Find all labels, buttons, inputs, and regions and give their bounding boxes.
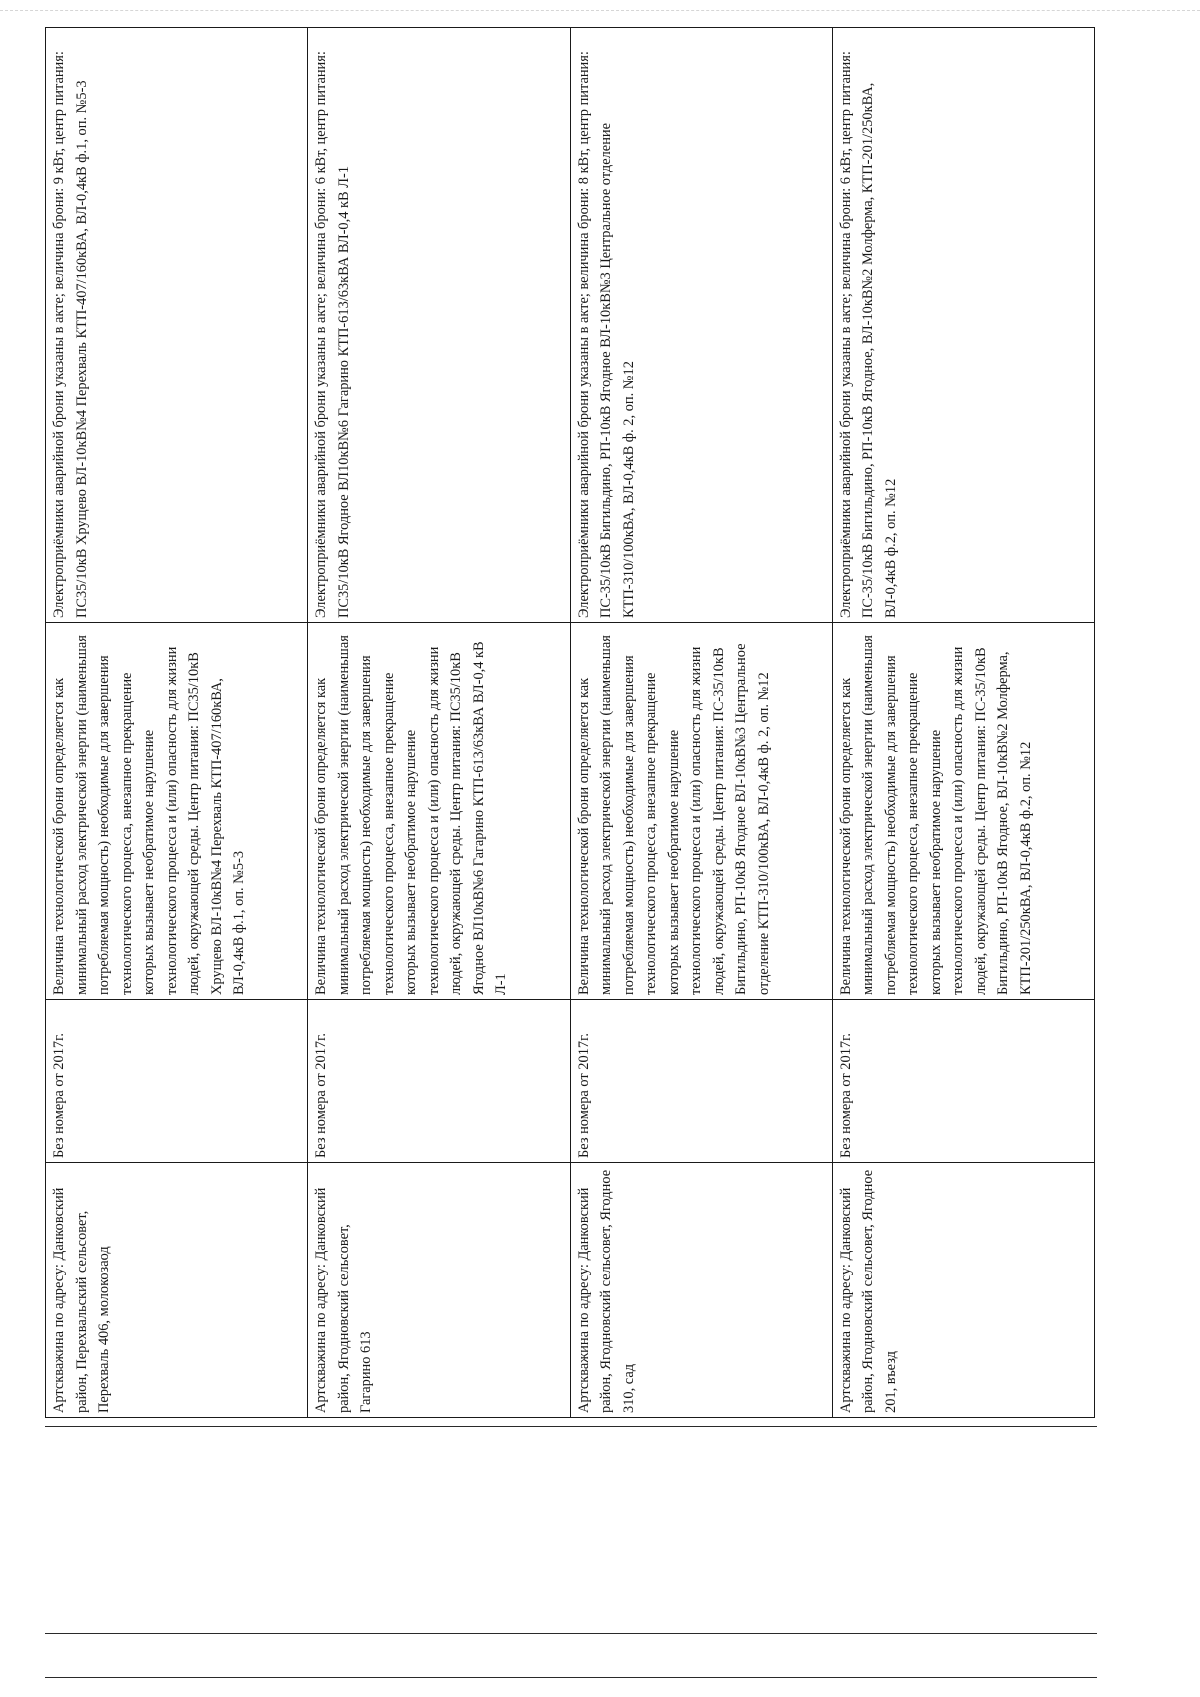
- act-cell: Без номера от 2017г.: [46, 1000, 308, 1163]
- object-cell: Артскважина по адресу: Данковский район, Ягодновский сельсовет, Гагарино 613: [308, 1163, 570, 1418]
- separator-line: [45, 1633, 1097, 1634]
- table-row: [46, 28, 308, 1418]
- table-row: [570, 28, 832, 1418]
- scan-top-edge: [0, 10, 1200, 11]
- emergency-reserve-cell: Электроприёмники аварийной брони указаны в акте; величина брони: 8 кВт, центр питания: ПС-35/10кВ Бигильдино, РП-10кВ Ягодное ВЛ-10кВ№3 Центральное отделение КТП-310/100кВА, ВЛ-0,4кВ ф. 2, оп. №12: [570, 28, 832, 623]
- tech-reserve-cell: Величина технологической брони определяется как минимальный расход электрической энергии (наименьшая потребляемая мощность) необходимые для завершения технологического процесса, внезапное прекращение которых вызывает необратимое нарушение технологического процесса и (или) опасность для жизни людей, окружающей среды. Центр питания: ПС-35/10кВ Бигильдино, РП-10кВ Ягодное ВЛ-10кВ№3 Центральное отделение КТП-310/100кВА, ВЛ-0,4кВ ф. 2, оп. №12: [570, 623, 832, 1000]
- tech-reserve-cell: Величина технологической брони определяется как минимальный расход электрической энергии (наименьшая потребляемая мощность) необходимые для завершения технологического процесса, внезапное прекращение которых вызывает необратимое нарушение технологического процесса и (или) опасность для жизни людей, окружающей среды. Центр питания: ПС35/10кВ Ягодное ВЛ10кВ№6 Гагарино КТП-613/63кВА ВЛ-0,4 кВ Л-1: [308, 623, 570, 1000]
- act-cell: Без номера от 2017г.: [832, 1000, 1094, 1163]
- rotated-page: [45, 28, 1095, 1418]
- tech-reserve-cell: Величина технологической брони определяется как минимальный расход электрической энергии (наименьшая потребляемая мощность) необходимые для завершения технологического процесса, внезапное прекращение которых вызывает необратимое нарушение технологического процесса и (или) опасность для жизни людей, окружающей среды. Центр питания: ПС35/10кВ Хрущево ВЛ-10кВ№4 Перехваль КТП-407/160кВА, ВЛ-0,4кВ ф.1, оп. №5-3: [46, 623, 308, 1000]
- separator-line: [45, 1426, 1097, 1427]
- separator-line: [45, 1677, 1097, 1678]
- table-row: [832, 28, 1094, 1418]
- object-cell: Артскважина по адресу: Данковский район, Ягодновский сельсовет, Ягодное 201, въезд: [832, 1163, 1094, 1418]
- reserve-table: [45, 27, 1095, 1418]
- act-cell: Без номера от 2017г.: [570, 1000, 832, 1163]
- emergency-reserve-cell: Электроприёмники аварийной брони указаны в акте; величина брони: 6 кВт, центр питания: ПС35/10кВ Ягодное ВЛ10кВ№6 Гагарино КТП-613/63кВА ВЛ-0,4 кВ Л-1: [308, 28, 570, 623]
- emergency-reserve-cell: Электроприёмники аварийной брони указаны в акте; величина брони: 6 кВт, центр питания: ПС-35/10кВ Бигильдино, РП-10кВ Ягодное, ВЛ-10кВ№2 Молферма, КТП-201/250кВА, ВЛ-0,4кВ ф.2, оп. №12: [832, 28, 1094, 623]
- object-cell: Артскважина по адресу: Данковский район, Перехвальский сельсовет, Перехваль 406, молокозаод: [46, 1163, 308, 1418]
- act-cell: Без номера от 2017г.: [308, 1000, 570, 1163]
- tech-reserve-cell: Величина технологической брони определяется как минимальный расход электрической энергии (наименьшая потребляемая мощность) необходимые для завершения технологического процесса, внезапное прекращение которых вызывает необратимое нарушение технологического процесса и (или) опасность для жизни людей, окружающей среды. Центр питания: ПС-35/10кВ Бигильдино, РП-10кВ Ягодное, ВЛ-10кВ№2 Молферма, КТП-201/250кВА, ВЛ-0,4кВ ф.2, оп. №12: [832, 623, 1094, 1000]
- object-cell: Артскважина по адресу: Данковский район, Ягодновский сельсовет, Ягодное 310, сад: [570, 1163, 832, 1418]
- table-row: [308, 28, 570, 1418]
- emergency-reserve-cell: Электроприёмники аварийной брони указаны в акте; величина брони: 9 кВт, центр питания: ПС35/10кВ Хрущево ВЛ-10кВ№4 Перехваль КТП-407/160кВА, ВЛ-0,4кВ ф.1, оп. №5-3: [46, 28, 308, 623]
